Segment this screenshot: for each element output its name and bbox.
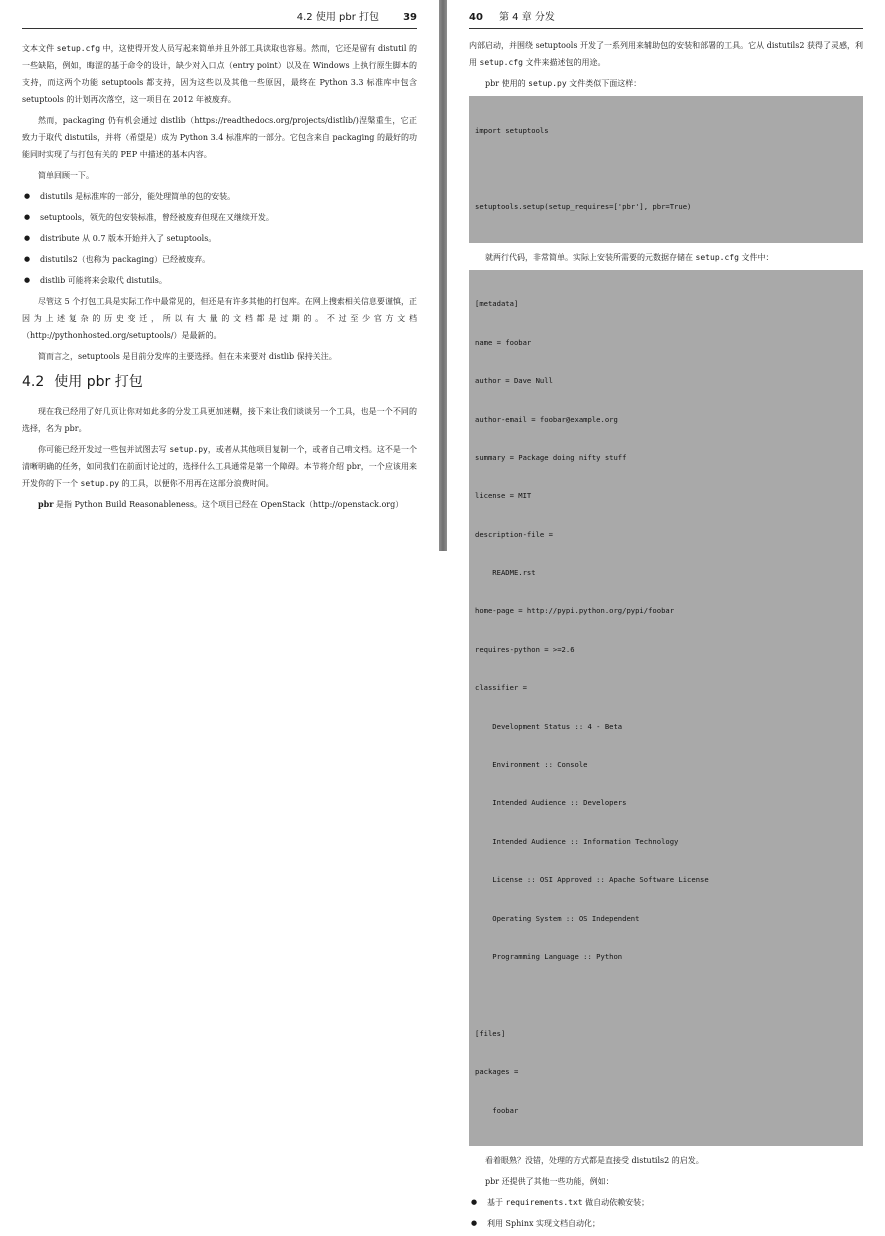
code-line: Programming Language :: Python	[475, 952, 623, 961]
paragraph: 现在我已经用了好几页让你对如此多的分发工具更加迷糊，接下来让我们谈谈另一个工具，也是一个不同的选择，名为 pbr。	[22, 407, 417, 433]
page-number: 40	[469, 12, 483, 23]
code-line: author-email = foobar@example.org	[475, 414, 618, 424]
text-run: 文件类似下面这样：	[566, 79, 642, 88]
left-page-header	[22, 0, 417, 29]
right-page-body	[469, 37, 863, 1236]
paragraph: 尽管这 5 个打包工具是实际工作中最常见的，但还是有许多其他的打包库。在网上搜索相关信息要谨慎，正因为上述复杂的历史变迁，所以有大量的文档都是过期的。不过至少官方文档（http://pythonhosted.org/setuptools/）是最新的。	[22, 297, 417, 340]
paragraph	[469, 249, 863, 266]
right-page-header	[469, 0, 863, 29]
paragraph: pbr 还提供了其他一些功能，例如：	[485, 1176, 614, 1186]
inline-code: setup.py	[528, 79, 567, 88]
text-run: 你可能已经开发过一些包并试图去写	[38, 445, 170, 454]
code-line: license = MIT	[475, 491, 532, 501]
text-run: ，或者从其他项目复制一个，或者自己啃文档。这不是一个清晰明确的任务，如同我们在前面讨论过的，选择什么工具通常是第一个障碍。本节将介绍 pbr，一个应该用来开发你的下一个	[22, 445, 418, 488]
code-line: setuptools.setup(setup_requires=['pbr'], pbr=True)	[475, 202, 692, 212]
code-line: [files]	[475, 1028, 506, 1038]
inline-code: setup.py	[169, 445, 208, 454]
running-header-chapter: 第 4 章 分发	[499, 12, 555, 23]
code-line	[475, 163, 857, 176]
code-line: requires-python = >=2.6	[475, 644, 575, 654]
text-run: 基于	[487, 1197, 506, 1207]
code-line: Development Status :: 4 - Beta	[475, 721, 623, 731]
left-page	[0, 0, 439, 551]
text-run: 就两行代码，非常简单。实际上安装所需要的元数据存储在	[485, 252, 696, 262]
code-line: README.rst	[475, 568, 536, 578]
list-item	[487, 1215, 863, 1232]
text-run: 文件中：	[738, 252, 774, 262]
bullet-list	[22, 188, 417, 289]
right-page	[447, 0, 885, 1228]
list-item: ● distutils 是标准库的一部分，能处理简单的包的安装。	[40, 188, 417, 205]
section-number: 4.2	[22, 374, 45, 390]
code-line: import setuptools	[475, 125, 549, 135]
paragraph: 然而，packaging 仍有机会通过 distlib（https://readthedocs.org/projects/distlib/)涅槃重生，它正致力于取代 distutils，并将（希望是）成为 Python 3.4 标准库的一部分。它包含来自 packaging 的最好的功能同时实现了与打包有关的 PEP 中描述的基本内容。	[22, 116, 417, 159]
text-run: 是指 Python Build Reasonableness。这个项目已经在 OpenStack（http://openstack.org）	[53, 500, 404, 509]
inline-code: setup.py	[80, 479, 120, 488]
paragraph	[22, 496, 417, 513]
code-block	[469, 96, 863, 243]
code-line: foobar	[475, 1105, 519, 1115]
code-line: Operating System :: OS Independent	[475, 913, 640, 923]
section-title: 使用 pbr 打包	[54, 374, 143, 390]
paragraph: 看着眼熟？没错，处理的方式都是直接受 distutils2 的启发。	[485, 1155, 704, 1165]
list-item: ● distribute 从 0.7 版本开始并入了 setuptools。	[40, 230, 417, 247]
code-line: License :: OSI Approved :: Apache Software License	[475, 875, 709, 885]
bold-term: pbr	[38, 499, 54, 509]
paragraph	[22, 441, 417, 492]
inline-code: setup.cfg	[56, 44, 101, 53]
inline-code: setup.cfg	[479, 58, 523, 67]
book-spine	[439, 0, 447, 551]
text-run: 的工具，以便你不用再在这部分浪费时间。	[119, 479, 274, 488]
list-item: ● distlib 可能将来会取代 distutils。	[40, 272, 417, 289]
code-line: name = foobar	[475, 337, 532, 347]
text-run: pbr 使用的	[485, 79, 529, 88]
code-line: Environment :: Console	[475, 760, 588, 770]
paragraph: 简单回顾一下。	[38, 171, 94, 180]
text-run: 文本文件	[22, 44, 57, 53]
code-line: Intended Audience :: Developers	[475, 798, 627, 808]
code-line: home-page = http://pypi.python.org/pypi/foobar	[475, 606, 675, 616]
code-block-setup-cfg	[469, 270, 863, 1146]
text-run: 做自动依赖安装；	[582, 1197, 650, 1207]
code-line: author = Dave Null	[475, 376, 553, 386]
inline-code: requirements.txt	[505, 1197, 583, 1207]
section-heading	[22, 371, 417, 393]
code-line: description-file =	[475, 529, 553, 539]
code-line: packages =	[475, 1067, 519, 1077]
text-run: 文件来描述包的用途。	[522, 58, 606, 67]
code-line: [metadata]	[475, 299, 519, 309]
list-item: ● distutils2（也称为 packaging）已经被废弃。	[40, 251, 417, 268]
paragraph	[469, 37, 863, 71]
left-page-body	[22, 40, 417, 517]
bullet-list	[469, 1194, 863, 1232]
paragraph	[469, 75, 863, 92]
code-line: summary = Package doing nifty stuff	[475, 452, 627, 462]
text-run: 内部启动，并围绕 setuptools 开发了一系列用来辅助包的安装和部署的工具。它从 distutils2 获得了灵感，利用	[469, 41, 863, 67]
list-item	[487, 1194, 863, 1211]
paragraph	[22, 40, 417, 108]
running-header-section: 4.2 使用 pbr 打包	[296, 12, 379, 23]
text-run: 利用 Sphinx 实现文档自动化；	[487, 1218, 601, 1228]
page-number: 39	[403, 12, 417, 23]
text-run: 中，这使得开发人员写起来简单并且外部工具读取也容易。然而，它还是留有 distutil 的一些缺陷，例如，晦涩的基于命令的设计，缺少对入口点（entry point）以及在 Windows 上执行原生脚本的支持，而这两个功能 setuptools 都支持，因为这些以及其他一些原因，最终在 Python 3.3 标准库中包含 setuptools 的计划再次落空，这一项目在 2012 年被废弃。	[22, 44, 417, 104]
code-line	[475, 989, 857, 1002]
code-line: Intended Audience :: Information Technology	[475, 836, 679, 846]
list-item: ● setuptools，领先的包安装标准，曾经被废弃但现在又继续开发。	[40, 209, 417, 226]
code-line: classifier =	[475, 683, 527, 693]
paragraph: 简而言之，setuptools 是目前分发库的主要选择。但在未来要对 distlib 保持关注。	[38, 352, 337, 361]
inline-code: setup.cfg	[695, 252, 739, 262]
